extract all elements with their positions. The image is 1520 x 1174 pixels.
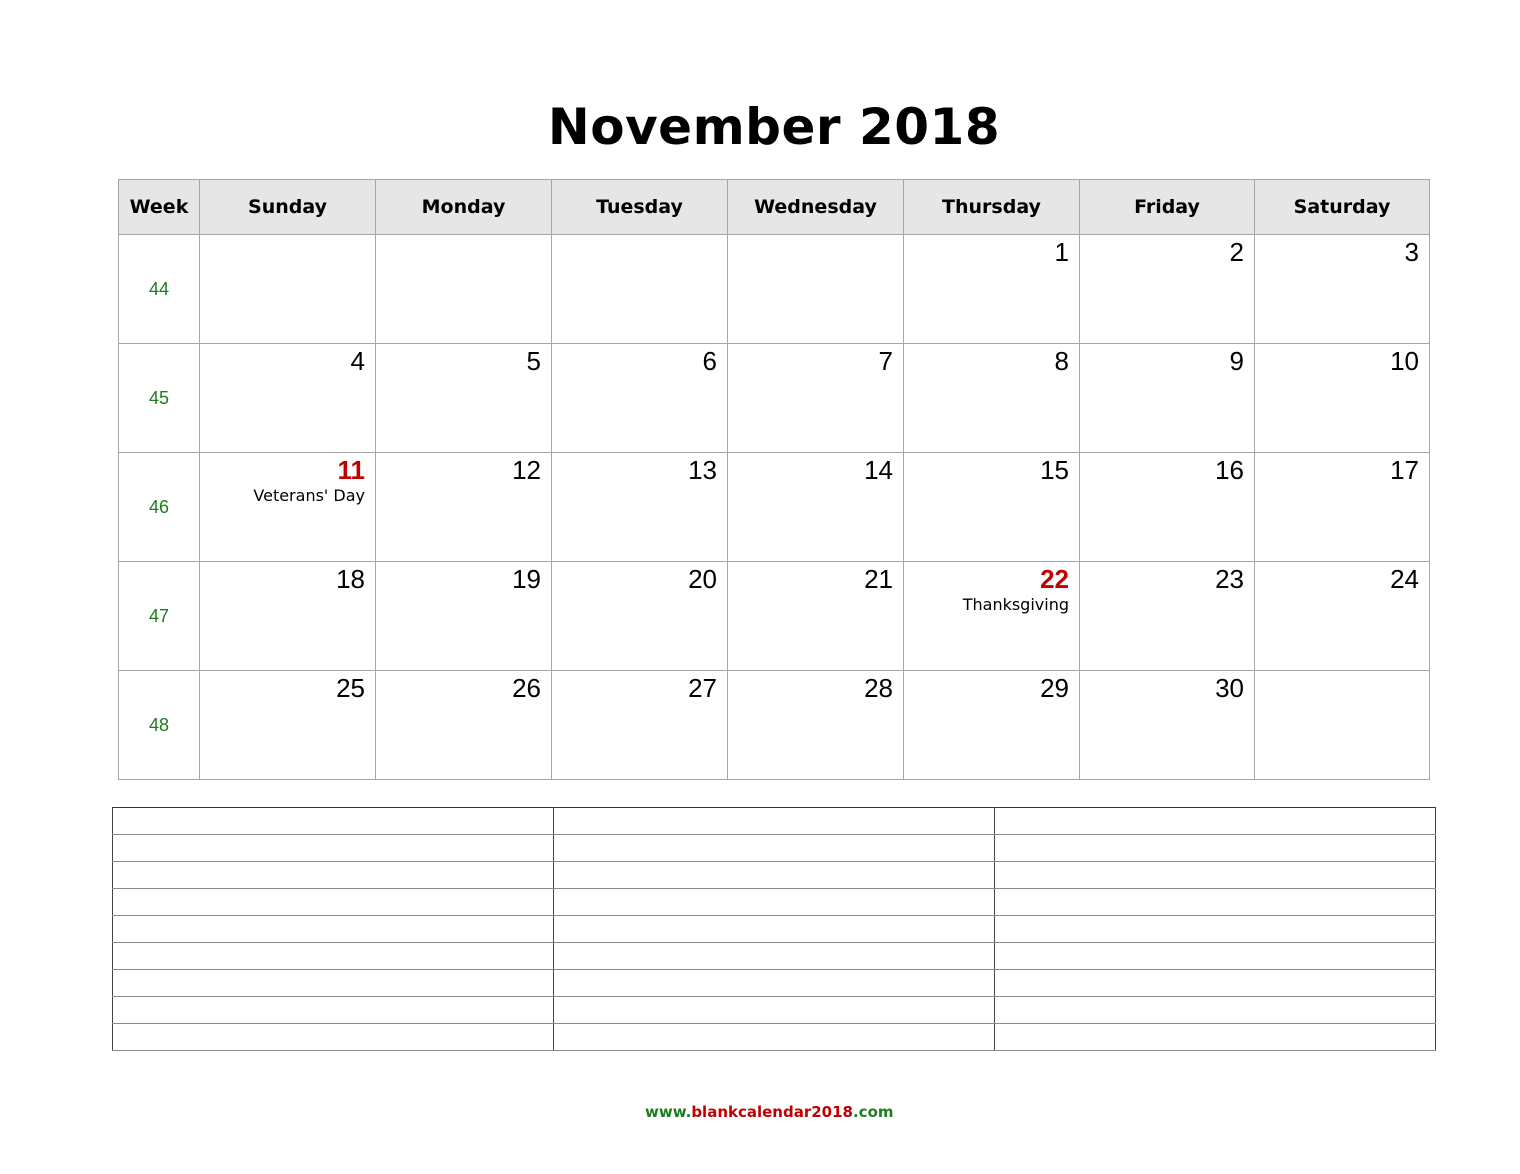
- week-number: 46: [119, 453, 200, 562]
- day-cell: [728, 453, 904, 562]
- day-number: 6: [702, 346, 717, 376]
- header-thursday: Thursday: [904, 180, 1080, 235]
- day-number: 3: [1404, 237, 1419, 267]
- notes-row: [113, 997, 1436, 1024]
- week-row: [119, 562, 1430, 671]
- day-cell: [376, 453, 552, 562]
- notes-line: [113, 889, 554, 916]
- day-cell: [904, 453, 1080, 562]
- day-number: 25: [336, 673, 365, 703]
- notes-line: [554, 997, 995, 1024]
- day-number: 15: [1040, 455, 1069, 485]
- day-cell: [552, 562, 728, 671]
- day-number: 18: [336, 564, 365, 594]
- notes-line: [995, 889, 1436, 916]
- header-friday: Friday: [1080, 180, 1255, 235]
- notes-line: [554, 970, 995, 997]
- day-cell: [1255, 344, 1430, 453]
- day-cell: [552, 235, 728, 344]
- day-number: 7: [878, 346, 893, 376]
- day-cell: [200, 235, 376, 344]
- week-row: [119, 453, 1430, 562]
- header-week: Week: [119, 180, 200, 235]
- day-cell: [728, 562, 904, 671]
- notes-row: [113, 1024, 1436, 1051]
- notes-line: [995, 862, 1436, 889]
- header-saturday: Saturday: [1255, 180, 1430, 235]
- day-number: 22: [1040, 564, 1069, 594]
- calendar-grid: [118, 179, 1430, 780]
- notes-row: [113, 808, 1436, 835]
- day-cell: [728, 344, 904, 453]
- day-cell: [904, 235, 1080, 344]
- week-number: 48: [119, 671, 200, 780]
- day-cell: [200, 671, 376, 780]
- notes-line: [113, 1024, 554, 1051]
- day-number: 16: [1215, 455, 1244, 485]
- footer-prefix: www.: [645, 1103, 692, 1121]
- day-cell: [1080, 235, 1255, 344]
- notes-line: [554, 1024, 995, 1051]
- day-cell: [904, 344, 1080, 453]
- day-cell: [1255, 453, 1430, 562]
- day-number: 24: [1390, 564, 1419, 594]
- notes-row: [113, 943, 1436, 970]
- header-tuesday: Tuesday: [552, 180, 728, 235]
- notes-line: [995, 943, 1436, 970]
- notes-line: [995, 1024, 1436, 1051]
- notes-row: [113, 862, 1436, 889]
- notes-line: [554, 835, 995, 862]
- notes-line: [995, 835, 1436, 862]
- notes-line: [554, 889, 995, 916]
- day-number: 4: [350, 346, 365, 376]
- day-cell: [1080, 671, 1255, 780]
- notes-line: [995, 916, 1436, 943]
- day-number: 29: [1040, 673, 1069, 703]
- day-cell: [376, 235, 552, 344]
- day-cell: [376, 562, 552, 671]
- week-number: 45: [119, 344, 200, 453]
- notes-row: [113, 970, 1436, 997]
- notes-row: [113, 889, 1436, 916]
- day-number: 14: [864, 455, 893, 485]
- day-number: 2: [1229, 237, 1244, 267]
- day-number: 13: [688, 455, 717, 485]
- notes-line: [995, 997, 1436, 1024]
- day-cell: [1255, 235, 1430, 344]
- day-cell: [728, 235, 904, 344]
- footer-website: [645, 1102, 894, 1122]
- day-number: [728, 235, 903, 237]
- day-number: 5: [526, 346, 541, 376]
- day-number: 8: [1054, 346, 1069, 376]
- header-sunday: Sunday: [200, 180, 376, 235]
- notes-line: [113, 970, 554, 997]
- day-number: 30: [1215, 673, 1244, 703]
- day-number: [552, 235, 727, 237]
- day-cell: [552, 344, 728, 453]
- notes-line: [554, 916, 995, 943]
- day-cell: [200, 453, 376, 562]
- header-row: [119, 180, 1430, 235]
- notes-line: [113, 835, 554, 862]
- day-number: 9: [1229, 346, 1244, 376]
- header-wednesday: Wednesday: [728, 180, 904, 235]
- week-number: 44: [119, 235, 200, 344]
- day-number: 23: [1215, 564, 1244, 594]
- day-cell: [200, 344, 376, 453]
- day-number: 27: [688, 673, 717, 703]
- day-number: 17: [1390, 455, 1419, 485]
- footer-suffix: .com: [852, 1103, 894, 1121]
- week-row: [119, 344, 1430, 453]
- week-row: [119, 671, 1430, 780]
- notes-line: [554, 808, 995, 835]
- notes-row: [113, 916, 1436, 943]
- day-cell: [552, 453, 728, 562]
- notes-line: [554, 943, 995, 970]
- day-cell: [1080, 344, 1255, 453]
- day-cell: [376, 671, 552, 780]
- day-number: 19: [512, 564, 541, 594]
- week-row: [119, 235, 1430, 344]
- calendar-title: November 2018: [547, 98, 1001, 156]
- notes-line: [113, 862, 554, 889]
- day-number: 28: [864, 673, 893, 703]
- notes-row: [113, 835, 1436, 862]
- holiday-event: Thanksgiving: [962, 595, 1069, 614]
- day-number: 1: [1054, 237, 1069, 267]
- day-number: [376, 235, 551, 237]
- notes-line: [995, 808, 1436, 835]
- day-cell: [552, 671, 728, 780]
- day-number: 21: [864, 564, 893, 594]
- notes-line: [554, 862, 995, 889]
- header-monday: Monday: [376, 180, 552, 235]
- notes-line: [113, 808, 554, 835]
- notes-line: [113, 943, 554, 970]
- day-cell: [904, 562, 1080, 671]
- day-cell: [728, 671, 904, 780]
- day-cell: [200, 562, 376, 671]
- day-number: [1255, 671, 1429, 673]
- day-number: 11: [337, 455, 365, 485]
- notes-line: [995, 970, 1436, 997]
- day-cell: [1080, 453, 1255, 562]
- holiday-event: Veterans' Day: [253, 486, 365, 505]
- week-number: 47: [119, 562, 200, 671]
- day-number: 20: [688, 564, 717, 594]
- day-number: 26: [512, 673, 541, 703]
- notes-line: [113, 997, 554, 1024]
- day-cell: [376, 344, 552, 453]
- day-cell: [1255, 671, 1430, 780]
- day-number: 10: [1390, 346, 1419, 376]
- notes-table: [112, 807, 1436, 1051]
- day-cell: [904, 671, 1080, 780]
- day-cell: [1080, 562, 1255, 671]
- notes-line: [113, 916, 554, 943]
- footer-domain: blankcalendar2018: [691, 1103, 853, 1121]
- day-number: 12: [512, 455, 541, 485]
- day-cell: [1255, 562, 1430, 671]
- day-number: [200, 235, 375, 237]
